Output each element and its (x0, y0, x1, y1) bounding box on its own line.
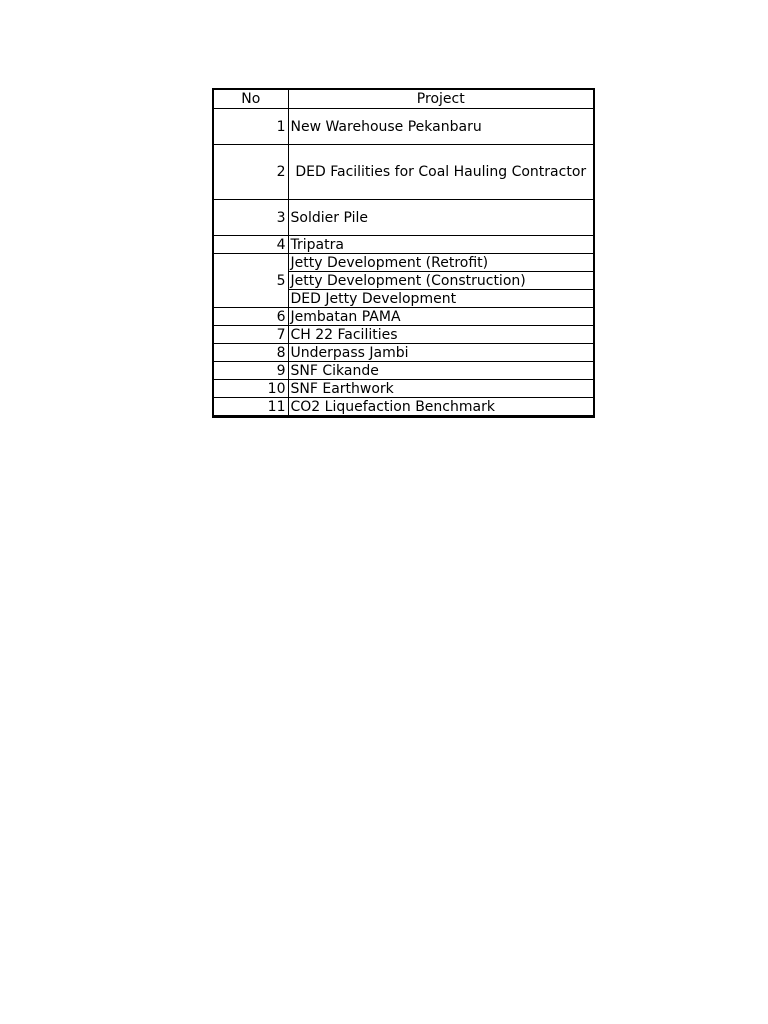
table-row (213, 308, 594, 326)
row-number: 3 (213, 200, 288, 236)
project-name: Tripatra (288, 236, 594, 254)
project-name: Underpass Jambi (288, 344, 594, 362)
project-name: New Warehouse Pekanbaru (288, 109, 594, 145)
project-table (212, 88, 595, 418)
table-row (213, 254, 594, 272)
row-number: 7 (213, 326, 288, 344)
project-name: CH 22 Facilities (288, 326, 594, 344)
header-no: No (213, 89, 288, 109)
table-row (213, 236, 594, 254)
project-name: CO2 Liquefaction Benchmark (288, 398, 594, 417)
project-name: Jembatan PAMA (288, 308, 594, 326)
table-row (213, 344, 594, 362)
table-row (213, 200, 594, 236)
row-number: 10 (213, 380, 288, 398)
row-number: 6 (213, 308, 288, 326)
project-table-container (212, 88, 593, 418)
project-name: DED Jetty Development (288, 290, 594, 308)
row-number: 9 (213, 362, 288, 380)
table-row (213, 398, 594, 417)
table-header-row (213, 89, 594, 109)
row-number: 2 (213, 145, 288, 200)
project-name: SNF Earthwork (288, 380, 594, 398)
header-project: Project (288, 89, 594, 109)
project-name: Soldier Pile (288, 200, 594, 236)
row-number: 5 (213, 254, 288, 308)
table-row (213, 326, 594, 344)
row-number: 1 (213, 109, 288, 145)
row-number: 11 (213, 398, 288, 417)
table-row (213, 380, 594, 398)
project-name: DED Facilities for Coal Hauling Contractor (288, 145, 594, 200)
row-number: 8 (213, 344, 288, 362)
project-name: Jetty Development (Retrofit) (288, 254, 594, 272)
table-row (213, 362, 594, 380)
row-number: 4 (213, 236, 288, 254)
table-row (213, 109, 594, 145)
project-name: SNF Cikande (288, 362, 594, 380)
project-name: Jetty Development (Construction) (288, 272, 594, 290)
table-row (213, 145, 594, 200)
